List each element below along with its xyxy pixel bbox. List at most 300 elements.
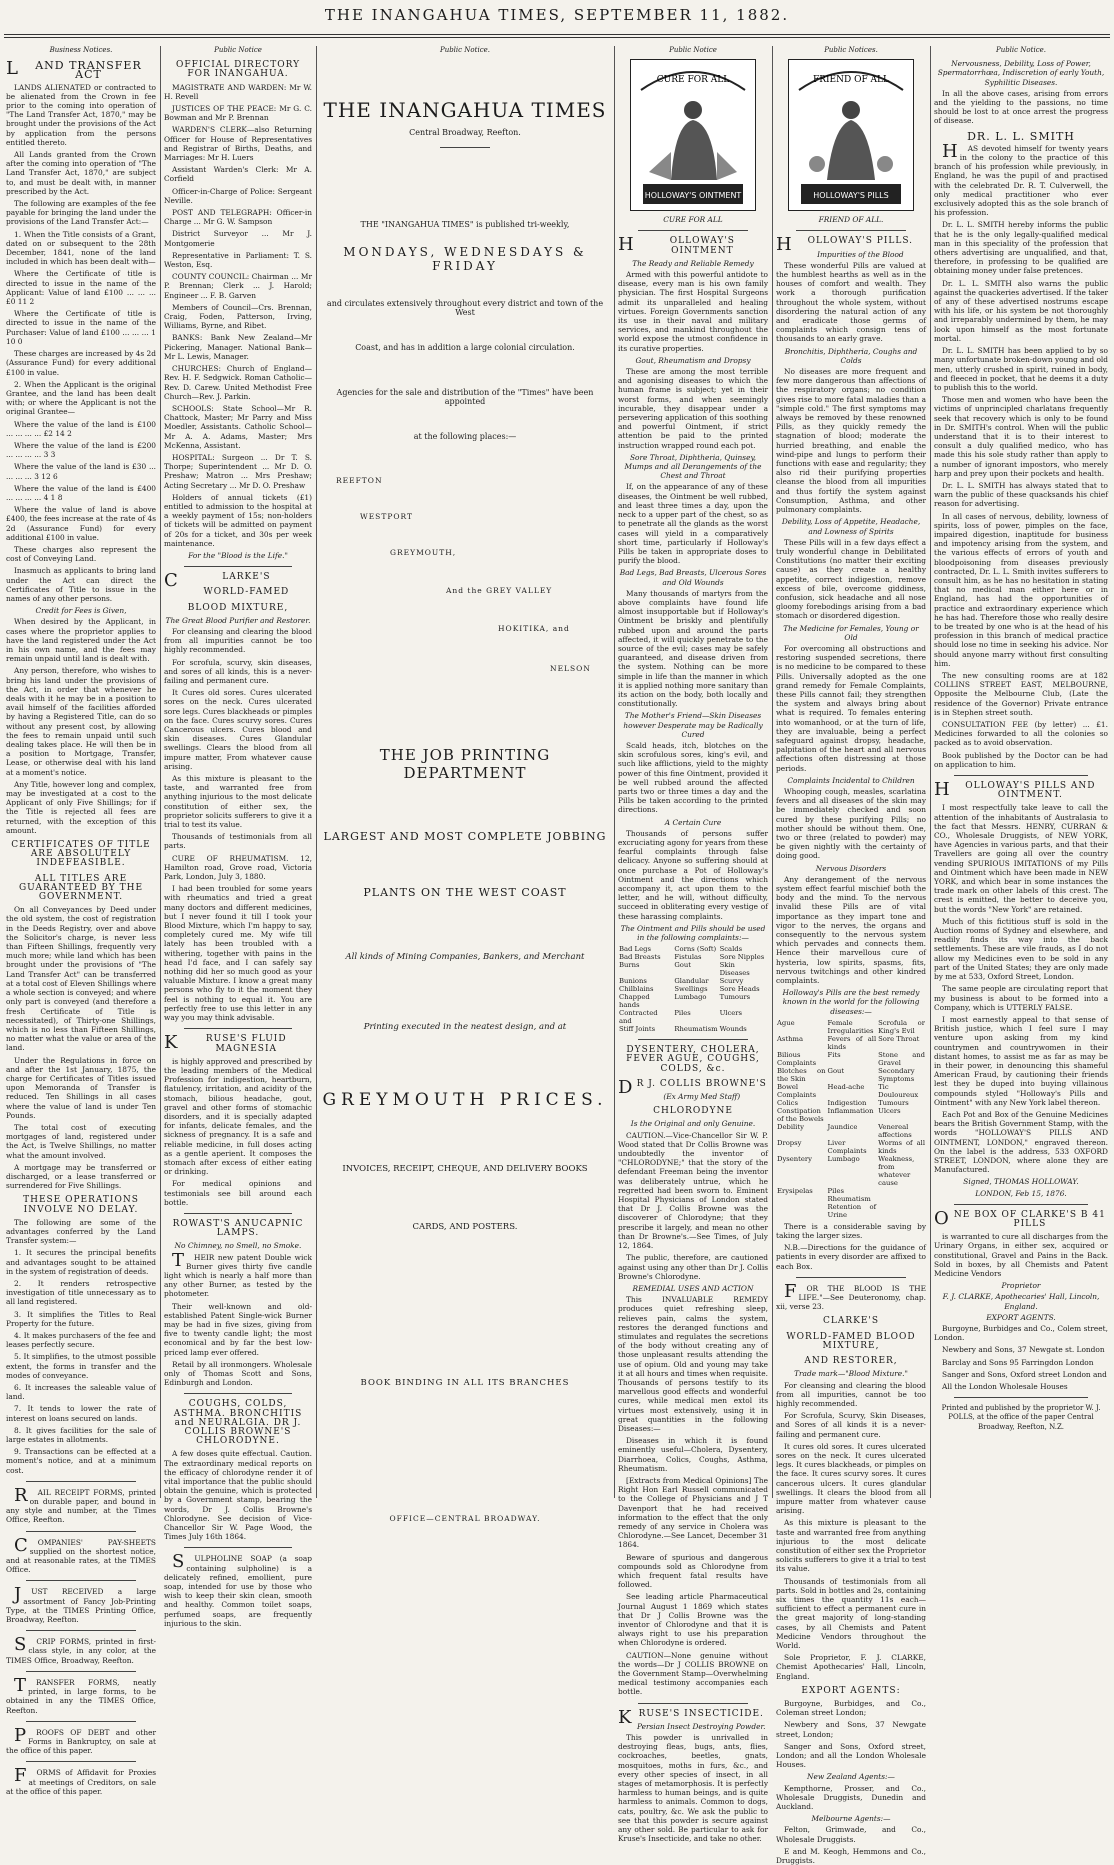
- cough-title: COUGHS, COLDS, ASTHMA. BRONCHITIS and NEURALGIA. DR J. COLLIS BROWNE'S CHLORODYNE.: [173, 1399, 303, 1447]
- paragraph: Book published by the Doctor can be had on application to him.: [934, 750, 1108, 769]
- column-land-transfer: [6, 46, 156, 1796]
- paragraph: A mortgage may be transferred or discharged, or a lease transferred or surrendered for Five Shillings.: [6, 1162, 156, 1191]
- directory-entry: Members of Council—Crs. Brennan, Craig, Foden, Patterson, Irving, Williams, Byrne, and Ribet.: [164, 302, 312, 331]
- table-row: [776, 1155, 926, 1187]
- subheading: Persian Insect Destroying Powder.: [636, 1721, 766, 1731]
- paragraph: This INVALUABLE REMEDY produces quiet refreshing sleep, relieves pain, calms the system, restores the deranged functions and stimulates and regulates the secretions of the body without creating any of those unpleasant results attending the use of opium. Old and young may take it at all hours and times when requisite. Thousands of persons testify to its marvellous good effects and wonderful cures, while medical men extol its virtues most extensively, using it in great quantities in the following Diseases:—: [618, 1295, 768, 1433]
- table-cell: [877, 1195, 926, 1203]
- subheading: Debility, Loss of Appetite, Headache, and Lowness of Spirits: [781, 517, 921, 536]
- column-separator: [614, 46, 615, 1498]
- paragraph: Dr. L. L. SMITH also warns the public against the quackeries advertised. If the taker of any of these advertised nostrums escape with his life, or his system be not thoroughly and irreparably undermined by them, he may look upon himself as the most fortunate mortal.: [934, 278, 1108, 343]
- subheading: The Medicine for Females, Young or Old: [783, 623, 919, 642]
- table-cell: Gout: [674, 961, 691, 970]
- paragraph: Whooping cough, measles, scarlatina fevers and all diseases of the skin may be immediately checked and soon cured by these purifying Pills; no mother should be without them. One, two or three (related to powder) may be given nightly with the certainty of doing good.: [776, 786, 926, 861]
- paragraph: In all cases of nervous, debility, lowness of spirits, loss of power, pimples on the face, impaired digestion, inaptitude for business and impotency arising from the system, and the various effects of errors of youth and bloodpoisoning from diseases previously contracted, Dr. L. L. Smith invites sufferers to consult him, as he has no hesitation in stating that no medical man either here or in England, has had the opportunities of practice and extraordinary experience which he has had. Therefore those who really desire to be treated by one who is at the head of his profession in this branch of medical practice should lose no time in seeking his advice. Nor should anyone marry without first consulting him.: [934, 511, 1108, 668]
- table-cell: Tumours: [719, 993, 751, 1002]
- table-cell: Contracted and: [619, 1009, 658, 1026]
- directory-entry: CHURCHES: Church of England—Rev. H. F. Sedgwick. Roman Catholic—Rev. D. Carew. United Methodist Free Church—Rev. J. Parkin.: [164, 364, 312, 401]
- paragraph: It Cures old sores. Cures ulcerated sores on the neck. Cures ulcerated sore legs. Cures blackheads or pimples on the face. Cures scurvy sores. Cures Cancerous ulcers. Cures blood and skin diseases. Cures Glandular swellings. Clears the blood from all impure matter, From whatever cause arising.: [164, 688, 312, 771]
- subheading: Credit for Fees is Given,: [35, 606, 127, 616]
- divider: [796, 1277, 906, 1278]
- pills-title: HOLLOWAY'S PILLS.: [776, 234, 914, 256]
- subheading: Holloway's Pills are the best remedy known in the world for the following diseases:—: [782, 988, 920, 1016]
- table-cell: Dysentery: [777, 1154, 813, 1163]
- table-cell: Constipation of the Bowels: [777, 1106, 824, 1123]
- table-cell: Weakness, from whatever cause: [878, 1154, 915, 1187]
- directory-entry: District Surveyor ... Mr J. Montgomerie: [164, 229, 312, 248]
- paragraph: The same people are circulating report that my business is about to be formed into a Company, which is UTTERLY FALSE.: [934, 984, 1108, 1012]
- caption: FRIEND OF ALL.: [818, 215, 884, 225]
- ad-line: Printing executed in the neatest design, and at: [363, 1022, 567, 1032]
- chlorodyne-title: CHLORODYNE: [653, 1106, 733, 1117]
- kruse-insecticide-title: KRUSE'S INSECTICIDE.: [618, 1706, 764, 1728]
- directory-entry: Assistant Warden's Clerk: Mr A. Corfield: [164, 165, 312, 184]
- paragraph: E and M. Keogh, Hemmons and Co., Druggists.: [776, 1846, 926, 1865]
- subheading: The Ointment and Pills should be used in the following complaints:—: [620, 923, 766, 943]
- paragraph: CAUTION—None genuine without the words—Dr J COLLIS BROWNE on the Government Stamp—Overwhelming medical testimony accompanies each bottle.: [618, 1650, 768, 1697]
- table-cell: Blotches on the Skin: [777, 1066, 826, 1083]
- subheading: EXPORT AGENTS:: [801, 1685, 901, 1696]
- divider: [184, 566, 292, 567]
- paragraph: The total cost of executing mortgages of land, registered under the Act, is Twelve Shillings, no matter what the amount involved.: [6, 1122, 156, 1160]
- paragraph: Any derangement of the nervous system effect fearful mischief both the body and the mind. To the nervous invalid these Pills are of vital importance as they impart tone and vigor to the nerves, the organs and consequently to the nervous system which pervades and connects them. Hence their marvellous cure of hysteria, low spirits, spasms, fits, nervous twitchings and other kindred complaints.: [776, 874, 926, 986]
- pills-engraving: [788, 59, 914, 211]
- subheading: Bad Legs, Bad Breasts, Ulcerous Sores and Old Wounds: [619, 568, 767, 587]
- subheading: The Mother's Friend—Skin Diseases however Desperate may be Radically Cured: [623, 711, 763, 739]
- paragraph: Many thousands of martyrs from the above complaints have found life almost insupportable but if Holloway's Ointment be briskly and plentifully rubbed upon and around the parts affected, it will quickly penetrate to the source of the evil; cases may be safely guaranteed, and disease driven from the system. Nothing can be more simple in life than the manner in which it is applied nothing more sanitary than its action on the body, both locally and constitutionally.: [618, 588, 768, 709]
- table-cell: Ulcers: [878, 1106, 901, 1115]
- directory-entry: Representative in Parliament: T. S. Weston, Esq.: [164, 250, 312, 270]
- table-cell: [776, 1195, 827, 1203]
- imprint: Printed and published by the proprietor W. J. POLLS, at the office of the paper Central Broadway, Reefton, N.Z.: [941, 1404, 1101, 1431]
- paragraph: Thousands of persons suffer excruciating agony for years from these fearful complaints through false delicacy. Anyone so suffering should at once purchase a Pot of Holloway's Ointment and the directions which accompany it, act upon them to the letter, and he will, without difficulty, succeed in obliterating every vestige of these harassing complaints.: [618, 828, 768, 921]
- place-name: GREYMOUTH,: [390, 548, 457, 557]
- paragraph: All Lands granted from the Crown after the coming into operation of "The Land Transfer Act, 1870," are subject to, and must be dealt with, in manner prescribed by the Act.: [6, 150, 156, 196]
- directory-entry: JUSTICES OF THE PEACE: Mr G. C. Bowman and Mr P. Brennan: [164, 104, 312, 123]
- paragraph: Those men and women who have been the victims of unprincipled charlatans frequently seek that recovery which is only to be found in Dr. SMITH's control. When will the public understand that it is to their interest to consult a duly qualified medico, who has made this his sole study rather than apply to a number of ignorant impostors, who merely harp and prey upon their pockets and health.: [934, 395, 1108, 478]
- paragraph: Beware of spurious and dangerous compounds sold as Chlorodyne from which frequent fatal results have followed.: [618, 1552, 768, 1590]
- column-head: Public Notice.: [995, 46, 1046, 54]
- divider: [26, 1761, 136, 1762]
- column-pills: [776, 46, 926, 1865]
- pills-figure-icon: [789, 60, 913, 210]
- divider: [440, 147, 490, 148]
- paragraph: SULPHOLINE SOAP (a soap containing sulpholine) is a delicately refined, emollient, pure soap, intended for use by those who wish to keep their skin clean, smooth and healthy. Common toilet soaps, perfumed soaps, are frequently injurious to the skin.: [164, 1551, 312, 1628]
- clarke-title: BLOOD MIXTURE,: [187, 602, 289, 613]
- paragraph: I most respectfully take leave to call the attention of the inhabitants of Australasia to the fact that Messrs. HENRY, CURRAN & CO., Wholesale Druggists, of NEW YORK, have Agencies in various parts, and that their Travellers are going all over the country vending SPURIOUS IMITATIONS of my Pills and Ointment which have been made in NEW YORK, and which bear in some instances the trade mark on other labels of this crest. The crest is emitted, the better to deceive you, but the words "New York" are retained.: [934, 803, 1108, 914]
- table-cell: Colics: [777, 1098, 798, 1107]
- paragraph: These Pills will in a few days effect a truly wonderful change in Debilitated Constitutions (no matter their exciting cause) as they create a healthy appetite, correct indigestion, remove excess of bile, overcome giddiness, confusion, sick headache and all nose gloomy forebodings arising from a bad stomach or disordered digestion.: [776, 537, 926, 621]
- kruse-title: KRUSE'S FLUID MAGNESIA: [164, 1032, 287, 1054]
- ad-line: CARDS, AND POSTERS.: [412, 1222, 518, 1232]
- paragraph: Thousands of testimonials from all parts.: [164, 832, 312, 851]
- directory-title: OFFICIAL DIRECTORY FOR INANGAHUA.: [175, 60, 301, 80]
- paragraph: is warranted to cure all discharges from the Urinary Organs, in either sex, acquired or constitutional, Gravel and Pains in the Back. Sold in boxes, by all Chemists and Patent Medicine Vendors: [934, 1232, 1108, 1278]
- paragraph: The public, therefore, are cautioned against using any other than Dr J. Collis Browne's Chlorodyne.: [618, 1253, 768, 1281]
- paragraph: On all Conveyances by Deed under the old system, the cost of registration in the Deeds Registry, over and above the Solicitor's charge, is never less than Fifteen Shillings, frequently very much more; while land which has been brought under the provisions of "The Land Transfer Act" can be transferred at a total cost of Eleven Shillings where a whole section is conveyed; and where only part is conveyed (and therefore a fresh Certificate of Title is necessitated), of Thirty-one Shillings, which is no less than Fifteen Shillings, no matter what the value or area of the land.: [6, 905, 156, 1053]
- paragraph: Dr. L. L. SMITH has always stated that to warn the public of these quacksands his chief reason for advertising.: [934, 480, 1108, 509]
- caption: CURE FOR ALL: [663, 215, 723, 225]
- table-cell: Tumours: [878, 1098, 909, 1107]
- column-ointment: [618, 46, 768, 1844]
- divider: [184, 1393, 292, 1394]
- table-row: [776, 1035, 926, 1051]
- paragraph: N.B.—Directions for the guidance of patients in every disorder are affixed to each Box.: [776, 1243, 926, 1271]
- divider: [184, 1213, 292, 1214]
- table-cell: Corns (Soft): [674, 945, 717, 954]
- table-cell: Fevers of all kinds: [827, 1034, 877, 1051]
- table-cell: Burns: [619, 961, 640, 970]
- subheading: The Great Blood Purifier and Restorer.: [165, 615, 311, 625]
- ad-address: Central Broadway, Reefton.: [409, 128, 521, 137]
- paragraph: Felton, Grimwade, and Co., Wholesale Druggists.: [776, 1825, 926, 1844]
- table-row: [776, 1099, 926, 1107]
- table-cell: Sore Nipples: [719, 953, 765, 962]
- masthead: THE INANGAHUA TIMES, SEPTEMBER 11, 1882.: [324, 6, 790, 24]
- paragraph: These wonderful Pills are valued at the humblest hearths as well as in the houses of comfort and wealth. They work a thorough purification throughout the whole system, without disordering the natural action of any and eradicate those germs of complaints which consign tens of thousands to an early grave.: [776, 260, 926, 344]
- list-item: 9. Transactions can be effected at a moment's notice, and at a minimum cost.: [6, 1447, 156, 1475]
- dateline: LONDON, Feb 15, 1876.: [975, 1188, 1067, 1198]
- table-cell: Debility: [777, 1122, 804, 1131]
- paragraph: Much of this fictitious stuff is sold in the Auction rooms of Sydney and elsewhere, and readily finds its way into the back settlements. These are vile frauds, as I do not allow my Medicines even to be sold in any part of the United States; they are only made by me at 533, Oxford Street, London.: [934, 916, 1108, 982]
- table-row: [776, 1019, 926, 1035]
- clarke-title: WORLD-FAMED BLOOD MIXTURE,: [786, 1331, 916, 1351]
- paragraph: LANDS ALIENATED or contracted to be alienated from the Crown in fee prior to the coming into operation of "The Land Transfer Act, 1870," may be brought under the provisions of the Act by application from the persons entitled thereto.: [6, 82, 156, 147]
- table-cell: Dropsy: [777, 1138, 802, 1147]
- subheading: Is the Original and only Genuine.: [630, 1119, 756, 1129]
- column-dr-smith: [934, 46, 1108, 1498]
- subheading: Impurities of the Blood: [817, 249, 904, 259]
- table-cell: Retention of Urine: [827, 1202, 877, 1219]
- subheading: EXPORT AGENTS.: [986, 1312, 1056, 1322]
- table-row: [776, 1067, 926, 1083]
- table-row: [618, 1009, 768, 1025]
- subheading: Complaints Incidental to Children: [787, 775, 915, 785]
- notice: COMPANIES' PAY-SHEETS supplied on the shortest notice, and at reasonable rates, at the TIMES Office.: [6, 1534, 156, 1575]
- ad-line: Agencies for the sale and distribution of the "Times" have been appointed: [336, 388, 594, 406]
- subheading: (Ex Army Med Staff): [663, 1092, 741, 1102]
- rule: [4, 34, 1110, 35]
- divider: [638, 1703, 748, 1704]
- subheading: Nervousness, Debility, Loss of Power, Spermatorrhœa, Indiscretion of early Youth, Syphilitic Diseases.: [937, 59, 1105, 87]
- paragraph: Where the Certificate of title is directed to issue in the name of the Purchaser: Value of land £100 ... ... ... 1 10 0: [6, 309, 156, 346]
- table-cell: Stiff Joints: [619, 1025, 656, 1034]
- notice: JUST RECEIVED a large assortment of Fancy Job-Printing Type, at the TIMES Printing Office, Broadway, Reefton.: [6, 1584, 156, 1625]
- list-item: 6. It increases the saleable value of land.: [6, 1383, 156, 1402]
- list-item: 3. It simplifies the Titles to Real Property for the future.: [6, 1309, 156, 1328]
- paragraph: HAS devoted himself for twenty years in the colony to the practice of this branch of his profession while previously, in England, he was the pupil of and practised with the celebrated Dr. R. T. Culverwell, the only medical practitioner who ever exclusively adopted this as the sole branch of his profession.: [934, 140, 1108, 218]
- place-name: And the GREY VALLEY: [446, 586, 553, 595]
- paragraph: CAUTION.—Vice-Chancellor Sir W. P. Wood stated that Dr Collis Browne was undoubtedly the inventor of "CHLORODYNE;" that the story of the defendant Freeman being the inventor was deliberately untrue, which he regretted had been sworn to. Eminent Hospital Physicians of London stated that Dr J. Collis Browne was the discoverer of Chlorodyne; that they prescribe it largely, and mean no other than Dr Browne's.—See Times, of July 12, 1864.: [618, 1130, 768, 1251]
- ointment-title: HOLLOWAY'S OINTMENT: [618, 234, 735, 256]
- table-cell: Ague: [777, 1018, 795, 1027]
- table-row: [776, 1083, 926, 1099]
- divider: [26, 1721, 136, 1722]
- table-row: [618, 961, 768, 977]
- svg-text:HOLLOWAY'S PILLS: HOLLOWAY'S PILLS: [813, 191, 889, 201]
- table-row: [618, 953, 768, 961]
- ad-office: OFFICE—CENTRAL BROADWAY.: [389, 1514, 541, 1523]
- table-row: [776, 1187, 926, 1195]
- ad-line: at the following places:—: [413, 432, 517, 441]
- notice: FORMS of Affidavit for Proxies at meetings of Creditors, on sale at the office of this paper.: [6, 1765, 156, 1796]
- table-row: [776, 1139, 926, 1155]
- directory-entry: COUNTY COUNCIL: Chairman ... Mr P. Brennan; Clerk ... J. Harold; Engineer ... F. B. Garven: [164, 272, 312, 300]
- table-cell: Gout: [827, 1066, 845, 1075]
- ointment-figure-icon: [631, 60, 755, 210]
- paragraph: Barclay and Sons 95 Farringdon London: [942, 1357, 1094, 1367]
- table-row: [618, 993, 768, 1009]
- table-cell: Lumbago: [674, 993, 707, 1002]
- subheading: THESE OPERATIONS INVOLVE NO DELAY.: [23, 1195, 139, 1215]
- subheading: For the "Blood is the Life.": [188, 550, 288, 560]
- times-advertisement: [320, 46, 610, 1523]
- divider: [26, 1481, 136, 1482]
- clarke-pills-title: ONE BOX OF CLARKE'S B 41 PILLS: [934, 1207, 1106, 1229]
- divider: [184, 1028, 292, 1029]
- ad-title: THE INANGAHUA TIMES: [323, 98, 607, 122]
- table-row: [618, 1025, 768, 1033]
- paragraph: For Scrofula, Scurvy, Skin Diseases, and Sores of all kinds it is a never-failing and permanent cure.: [776, 1411, 926, 1439]
- column-head: Public Notice: [214, 46, 262, 54]
- subheading: Bronchitis, Diphtheria, Coughs and Colds: [784, 346, 918, 365]
- table-cell: Bad Breasts: [619, 953, 661, 962]
- table-cell: Rheumatism: [674, 1025, 718, 1034]
- ad-line: All kinds of Mining Companies, Bankers, and Merchant: [345, 952, 585, 962]
- paragraph: Burgoyne, Burbidges and Co., Colem street, London.: [934, 1324, 1108, 1343]
- notice: PROOFS OF DEBT and other Forms in Bankruptcy, on sale at the office of this paper.: [6, 1724, 156, 1756]
- table-cell: Inflammation: [827, 1106, 874, 1115]
- table-cell: Scalds: [719, 945, 743, 954]
- place-name: HOKITIKA, and: [498, 624, 570, 633]
- table-row: [776, 1051, 926, 1067]
- dr-smith-title: DR. L. L. SMITH: [967, 129, 1075, 143]
- column-head: Business Notices.: [49, 46, 113, 54]
- table-cell: Venereal affections: [878, 1122, 912, 1139]
- table-cell: Female Irregularities: [827, 1018, 874, 1035]
- divider: [26, 1531, 136, 1532]
- paragraph: As this mixture is pleasant to the taste and warranted free from anything injurious to the most delicate constitution of either sex the Proprietor solicits sufferers to give it a trial to test its value.: [776, 1518, 926, 1574]
- table-cell: Piles: [827, 1186, 844, 1195]
- table-cell: Bowel Complaints: [777, 1082, 817, 1099]
- list-item: 8. It gives facilities for the sale of large estates in allotments.: [6, 1425, 156, 1445]
- subheading: DYSENTERY, CHOLERA, FEVER AGUE, COUGHS, COLDS, &c.: [626, 1045, 760, 1074]
- table-cell: Fistulas: [674, 953, 702, 962]
- subheading: Proprietor: [1001, 1281, 1041, 1291]
- table-cell: Scrofula or King's Evil: [878, 1018, 925, 1035]
- paragraph: Where the value of land is above £400, the fees increase at the rate of 4s 2d (Assurance Fund) for every additional £100 in value.: [6, 505, 156, 542]
- ad-line: THE "INANGAHUA TIMES" is published tri-weekly,: [360, 220, 570, 229]
- column-separator: [316, 46, 317, 1498]
- divider: [638, 230, 748, 231]
- column-separator: [772, 46, 773, 1498]
- subheading: The Ready and Reliable Remedy: [632, 258, 754, 268]
- paragraph: These charges also represent the cost of Conveying Land.: [6, 544, 156, 564]
- rule: [4, 37, 1110, 38]
- table-cell: Ulcers: [719, 1009, 743, 1018]
- directory-entry: SCHOOLS: State School—Mr R. Chattock, Master; Mr Parry and Miss Moedler, Assistants. Catholic School—Mr A. A. Adams, Master; Mrs McKenna, Assistant.: [164, 403, 312, 450]
- paragraph: Scald heads, itch, blotches on the skin scrofulous sores, king's evil, and such like afflictions, yield to the mighty power of this fine Ointment, provided it be well rubbed around the affected parts two or three times a day and the Pills be taken according to the printed directions.: [618, 740, 768, 815]
- column-separator: [930, 46, 931, 1498]
- column-head: Public Notice: [669, 46, 717, 54]
- paragraph: CONSULTATION FEE (by letter) ... £1. Medicines forwarded to all the colonies so packed as to avoid observation.: [934, 720, 1108, 748]
- paragraph: Each Pot and Box of the Genuine Medicines bears the British Government Stamp, with the words "HOLLOWAY'S PILLS AND OINTMENT, LONDON," engraved thereon. On the label is the address, 533 OXFORD STREET, LONDON, where alone they are Manufactured.: [934, 1109, 1108, 1175]
- paragraph: Any Title, however long and complex, may be investigated at a cost to the Applicant of only Five Shillings; for if the Title is rejected all fees are returned, with the exception of this amount.: [6, 779, 156, 835]
- paragraph: Retail by all ironmongers. Wholesale only of Thomas Scott and Sons, Edinburgh and London.: [164, 1359, 312, 1388]
- paragraph: In all the above cases, arising from errors and the yielding to the passions, no time should be lost to at once arrest the progress of disease.: [934, 88, 1108, 126]
- table-cell: Rheumatism: [827, 1194, 871, 1203]
- table-cell: Liver Complaints: [827, 1138, 867, 1155]
- table-cell: Bilious Complaints: [777, 1050, 817, 1067]
- table-cell: Asthma: [777, 1034, 804, 1043]
- paragraph: A few doses quite effectual. Caution. The extraordinary medical reports on the efficacy of chlorodyne render it of vital importance that the public should obtain the genuine, which is protected by a Government stamp, bearing the words, Dr J. Collis Browne's Chlorodyne. See decision of Vice-Chancellor Sir W. Page Wood, the Times July 16th 1864.: [164, 1449, 312, 1542]
- paragraph: All the London Wholesale Houses: [942, 1382, 1068, 1392]
- paragraph: For medical opinions and testimonials see bill around each bottle.: [164, 1179, 312, 1207]
- svg-text:CURE FOR ALL: CURE FOR ALL: [656, 75, 730, 86]
- paragraph: Where the value of the land is £200 ... ... ... ... 3 3: [6, 440, 156, 460]
- table-cell: Piles: [674, 1009, 691, 1018]
- paragraph: Where the value of the land is £30 ... ... ... ... 3 12 6: [6, 462, 156, 481]
- table-cell: Lumbago: [827, 1154, 860, 1163]
- table-cell: Head-ache: [827, 1082, 865, 1091]
- paragraph: There is a considerable saving by taking the larger sizes.: [776, 1221, 926, 1241]
- paragraph: Newbery and Sons, 37 Newgate street, London;: [776, 1720, 926, 1739]
- paragraph: Their well-known and old-established Patent Single-wick Burner may be had in five sizes, giving from five to twenty candle light; the most economical and by far the best low-priced lamp ever offered.: [164, 1301, 312, 1357]
- place-name: NELSON: [550, 664, 591, 673]
- paragraph: Diseases in which it is found eminently useful—Cholera, Dysentery, Diarrhoea, Colics, Coughs, Asthma, Rheumatism.: [618, 1436, 768, 1473]
- clarke-title: CLARKE'S: [822, 1316, 880, 1327]
- table-cell: Jaundice: [827, 1122, 858, 1131]
- complaints-table: [618, 945, 768, 1033]
- table-cell: Skin Diseases: [719, 961, 750, 978]
- paragraph: These charges are increased by 4s 2d (Assurance Fund) for every additional £100 in value.: [6, 349, 156, 377]
- paragraph: Dr. L. L. SMITH has been applied to by so many unfortunate broken-down young and old men, utterly crushed in spirit, ruined in body, and fleeced in pocket, that he deems it a duty to publish this to the world.: [934, 346, 1108, 392]
- paragraph: For overcoming all obstructions and restoring suspended secretions, there is no medicine to be compared to these Pills. Universally adopted as the one grand remedy for Female Complaints, these Pills cannot fail; they strengthen the system and always bring about what is required. To females entering into womanhood, or at the turn of life, they are invaluable, being a perfect safeguard against dropsy, headache, palpitation of the heart and all nervous affections often distressing at those periods.: [776, 643, 926, 773]
- ointment-engraving: [630, 59, 756, 211]
- table-cell: Erysipelas: [777, 1186, 813, 1195]
- paragraph: 1. When the Title consists of a Grant, dated on or subsequent to the 28th December, 1841, none of the land included in which has been dealt with—: [6, 229, 156, 267]
- paragraph: Under the Regulations in force on and after the 1st January, 1875, the charge for Certificates of Titles issued upon Memoranda of Transfer is reduced. Ten Shillings in all cases where the value of land is under Ten Pounds.: [6, 1055, 156, 1120]
- divider: [954, 775, 1088, 776]
- lamps-title: ROWAST'S ANUCAPNIC LAMPS.: [172, 1218, 304, 1239]
- notice: TRANSFER FORMS, neatly printed, in large forms, to be obtained in any the TIMES Office, Reefton.: [6, 1674, 156, 1715]
- ad-days: MONDAYS, WEDNESDAYS & FRIDAY: [343, 245, 587, 273]
- paragraph: For scrofula, scurvy, skin diseases, and sores of all kinds, this is a never-failing and permanent cure.: [164, 657, 312, 685]
- notice: RAIL RECEIPT FORMS, printed on durable paper, and bound in any style and number, at the Times Office, Reefton.: [6, 1484, 156, 1525]
- table-cell: Swellings: [674, 985, 708, 994]
- subheading: Trade mark—"Blood Mixture.": [794, 1369, 908, 1379]
- table-cell: Chilblains: [619, 985, 654, 994]
- svg-text:FRIEND OF ALL: FRIEND OF ALL: [812, 75, 890, 86]
- ad-line: LARGEST AND MOST COMPLETE JOBBING: [323, 830, 607, 843]
- paragraph: No diseases are more frequent and few more dangerous than affections of the respiratory organs; no condition gives rise to more fatal maladies than a "simple cold." The first symptoms may always be removed by these renowned Pills, as they quickly remedy the stagnation of blood; moderate the hurried breathing, and enable the wind-pipe and lungs to perform their functions with ease and regularity; they also rid their purifying properties cleanse the blood from all impurities and thus fortify the system against Consumption, Asthma, and other pulmonary complaints.: [776, 367, 926, 515]
- paragraph: Where the value of the land is £400 ... ... ... ... 4 1 8: [6, 483, 156, 502]
- table-cell: Sore Throat: [878, 1034, 920, 1043]
- paragraph: These are among the most terrible and agonising diseases to which the human frame is subject; yet in their worst forms, and when seemingly incurable, they disappear under a persevering application of this soothing and powerful Ointment, if strict attention be paid to the printed instruction wrapped round each pot.: [618, 367, 768, 450]
- subheading: A Certain Cure: [664, 817, 722, 827]
- table-cell: [877, 1187, 926, 1195]
- column-head: Public Notice.: [439, 46, 490, 54]
- paragraph: Sole Proprietor, F. J. CLARKE, Chemist Apothecaries' Hall, Lincoln, England.: [776, 1653, 926, 1681]
- paragraph: If, on the appearance of any of these diseases, the Ointment be well rubbed, and least three times a day, upon the neck to a upper part of the chest, so as to penetrate all the glands as the worst cases will yield in a comparatively short time, particularly if Holloway's Pills be taken in appropriate doses to purify the blood.: [618, 482, 768, 566]
- divider: [638, 1039, 748, 1040]
- paragraph: For cleansing and clearing the blood from all impurities cannot be too highly recommended.: [164, 626, 312, 655]
- directory-entry: Officer-in-Charge of Police: Sergeant Neville.: [164, 186, 312, 205]
- divider: [26, 1671, 136, 1672]
- table-cell: Scurvy: [719, 977, 744, 986]
- paragraph: I most earnestly appeal to that sense of British justice, which I feel sure I may venture upon asking from my kind countrymen and countrywomen in their distant homes, to assist me as far as may be in their power, in denouncing this shameful American Fraud, by cautioning their friends lest they be duped into buying villainous compounds styled "Holloway's Pills and Ointment" with any New York label thereon.: [934, 1014, 1108, 1107]
- subheading: F. J. CLARKE, Apothecaries' Hall, Lincoln, England.: [942, 1292, 1100, 1311]
- paragraph: Newbery and Sons, 37 Newgate st. London: [942, 1345, 1105, 1355]
- column-head: Public Notices.: [824, 46, 878, 54]
- table-row: [776, 1203, 926, 1219]
- signature: Signed, THOMAS HOLLOWAY.: [963, 1177, 1079, 1187]
- list-item: 2. It renders retrospective investigation of title unnecessary as to all land registered.: [6, 1278, 156, 1307]
- paragraph: As this mixture is pleasant to the taste, and warranted free from anything injurious to the most delicate constitution of either sex, the proprietor solicits sufferers to give it a trial to test its value.: [164, 774, 312, 830]
- directory-entry: Holders of annual tickets (£1) entitled to admission to the hospital at a weekly payment of 15s; non-holders of tickets will be admitted on payment of 20s for a ticket, and 30s per week maintenance.: [164, 492, 312, 548]
- table-cell: Sore Heads: [719, 985, 760, 994]
- divider: [796, 230, 906, 231]
- job-printing-title: THE JOB PRINTING DEPARTMENT: [379, 746, 551, 782]
- ad-line: and circulates extensively throughout every district and town of the West: [326, 299, 604, 317]
- table-cell: Bunions: [619, 977, 647, 986]
- table-cell: Fits: [827, 1050, 841, 1059]
- divider: [954, 1397, 1088, 1398]
- ad-prices: GREYMOUTH PRICES.: [322, 1090, 608, 1110]
- list-item: 1. It secures the principal benefits and advantages sought to be attained in the system of registration of deeds.: [6, 1248, 156, 1276]
- paragraph: The new consulting rooms are at 182 COLLINS STREET EAST, MELBOURNE, Opposite the Melbourne Club, (Late the residence of the Governor) Private entrance is in Stephen street south.: [934, 671, 1108, 717]
- ad-line: PLANTS ON THE WEST COAST: [363, 886, 567, 899]
- table-row: [776, 1123, 926, 1139]
- paragraph: is highly approved and prescribed by the leading members of the Medical Profession for indigestion, heartburn, flatulency, irritation, and acidity of the stomach, bilious headache, gout, gravel and other forms of stomachic disorders, and it is specially adapted for infants, delicate females, and the sickness of pregnancy. It is a safe and reliable medicine, in full doses acting as a gentle aperient. It composes the stomach after excess of either eating or drinking.: [164, 1056, 312, 1177]
- subheading: Melbourne Agents:—: [811, 1814, 891, 1824]
- directory-entry: BANKS: Bank New Zealand—Mr Pickering, Manager. National Bank—Mr L. Lewis, Manager.: [164, 333, 312, 361]
- list-item: 7. It tends to lower the rate of interest on loans secured on lands.: [6, 1404, 156, 1423]
- paragraph: Kempthorne, Prosser, and Co., Wholesale Druggists, Dunedin and Auckland.: [776, 1783, 926, 1812]
- paragraph: Sanger and Sons, Oxford street London and: [942, 1369, 1107, 1379]
- place-name: WESTPORT: [360, 512, 414, 521]
- divider: [954, 1204, 1088, 1205]
- paragraph: Thousands of testimonials from all parts. Sold in bottles and 2s, containing six times the quantity 11s each—sufficient to effect a permanent cure in the great majority of long-standing cases, by all Chemists and Patent Medicine Vendors throughout the World.: [776, 1576, 926, 1650]
- table-cell: Tic Douloureux: [878, 1082, 919, 1099]
- paragraph: Where the Certificate of title is directed to issue in the name of the Applicant: Value of land £100 ... ... ... £0 11 2: [6, 269, 156, 307]
- land-transfer-title: LAND TRANSFER ACT: [6, 58, 142, 82]
- divider: [26, 1630, 136, 1631]
- place-name: REEFTON: [336, 476, 383, 485]
- table-cell: Glandular: [674, 977, 709, 986]
- subheading: Sore Throat, Diphtheria, Quinsey, Mumps and all Derangements of the Chest and Throat: [624, 452, 762, 481]
- paragraph: For cleansing and clearing the blood from all impurities, cannot be too highly recommended.: [776, 1380, 926, 1408]
- paragraph: See leading article Pharmaceutical Journal August 1 1869 which states that Dr J Collis Browne was the inventor of Chlorodyne and that it is always right to use his preparation when Chlorodyne is ordered.: [618, 1592, 768, 1648]
- directory-entry: WARDEN'S CLERK—also Returning Officer for House of Representatives and Registrar of Births, Deaths, and Marriages: Mr H. Luers: [164, 125, 312, 163]
- paragraph: The following are some of the advantages conferred by the Land Transfer system:—: [6, 1217, 156, 1246]
- paragraph: FOR THE BLOOD IS THE LIFE."—See Deuteronomy, chap. xii, verse 23.: [776, 1280, 926, 1312]
- subheading: ALL TITLES ARE GUARANTEED BY THE GOVERNMENT.: [18, 873, 144, 903]
- paragraph: Armed with this powerful antidote to disease, every man is his own family physician. The first Hospital Surgeons admit its unparalleled and healing virtues. Foreign Governments sanction its use in their naval and military services, and mankind throughout the world expose the utmost confidence in its curative properties.: [618, 270, 768, 353]
- clarke-title: WORLD-FAMED: [203, 587, 290, 598]
- table-cell: [877, 1203, 926, 1219]
- paragraph: THEIR new patent Double wick Burner gives thirty five candle light which is nearly a half more than any other Burner, as tested by the photometer.: [164, 1249, 312, 1299]
- paragraph: The following are examples of the fee payable for bringing the land under the provisions of the Land Transfer Act:—: [6, 199, 156, 227]
- svg-text:HOLLOWAY'S OINTMENT: HOLLOWAY'S OINTMENT: [644, 191, 742, 201]
- browne-title: DR J. COLLIS BROWNE'S: [618, 1076, 767, 1098]
- ad-line: Coast, and has in addition a large colonial circulation.: [355, 343, 575, 352]
- holloway-notice-title: HOLLOWAY'S PILLS AND OINTMENT.: [934, 779, 1096, 801]
- column-directory: [164, 46, 312, 1628]
- table-cell: Bad Legs: [619, 945, 651, 954]
- paragraph: 2. When the Applicant is the original Grantee, and the land has been dealt with; or where the Applicant is not the original Grantee—: [6, 379, 156, 417]
- paragraph: CURE OF RHEUMATISM. 12, Hamilton road, Grove road, Victoria Park, London, July 3, 1880.: [164, 853, 312, 882]
